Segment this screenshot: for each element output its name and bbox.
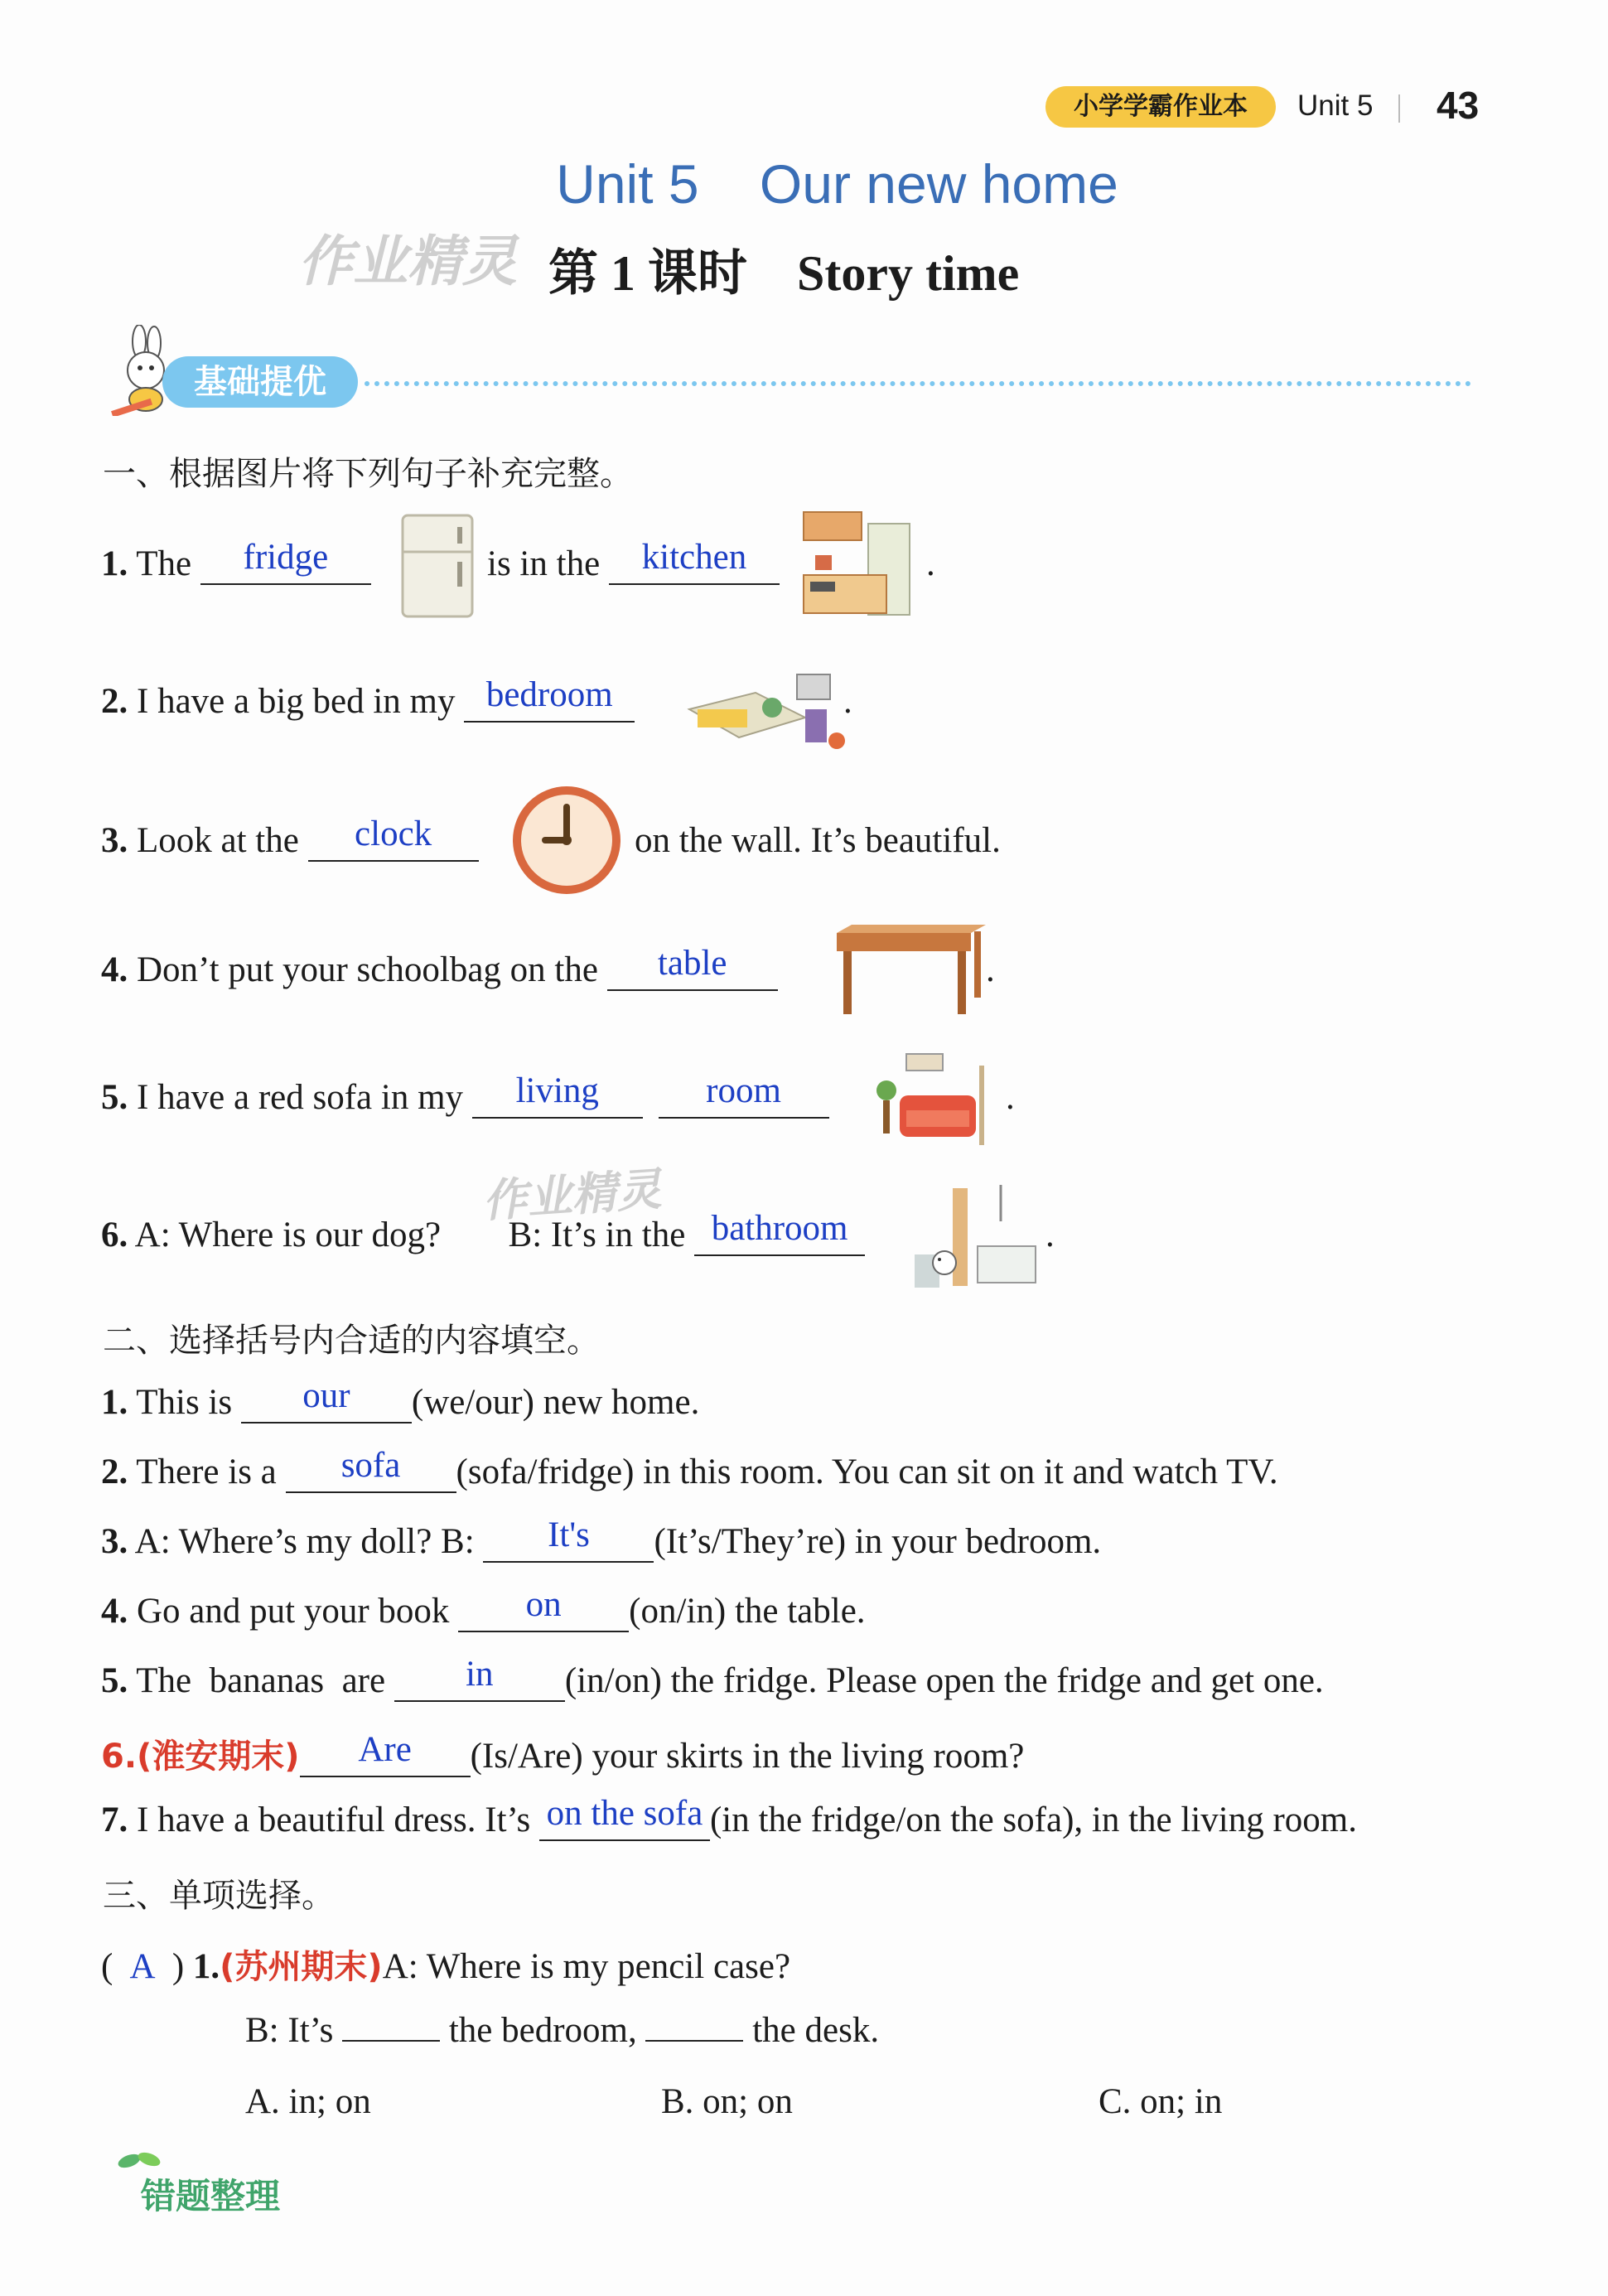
fridge-icon xyxy=(399,512,476,620)
bathroom-icon xyxy=(911,1180,1041,1293)
answer-blank[interactable]: our xyxy=(241,1378,412,1424)
answer-choice[interactable]: A xyxy=(129,1947,156,1986)
answer-blank[interactable]: on the sofa xyxy=(539,1796,710,1841)
part2-item-5: 5. The bananas are in (in/on) the fridge. Please open the fridge and get one. xyxy=(101,1655,1324,1700)
answer-blank[interactable]: bedroom xyxy=(464,677,635,723)
clock-icon xyxy=(512,785,621,895)
part3-heading: 三、单项选择。 xyxy=(103,1877,335,1915)
answer-blank[interactable]: kitchen xyxy=(609,539,780,585)
part3-question-1-line2: B: It’s the bedroom, the desk. xyxy=(245,2011,880,2050)
part1-item-3: 3. Look at the clock xyxy=(101,820,479,868)
answer-blank[interactable]: table xyxy=(607,945,778,991)
answer-blank[interactable]: in xyxy=(394,1656,565,1702)
part3-question-1: ( A ) 1.(苏州期末)A: Where is my pencil case? xyxy=(101,1947,791,1986)
part1-item-6: 6. A: Where is our dog? B: It’s in the bathroom xyxy=(101,1215,865,1263)
section-banner: 基础提优 xyxy=(162,356,358,408)
part1-item-2: 2. I have a big bed in my bedroom xyxy=(101,681,635,729)
option-b[interactable]: B. on; on xyxy=(661,2082,793,2121)
answer-blank[interactable] xyxy=(342,2040,440,2042)
exam-source-tag: (苏州期末) xyxy=(220,1948,383,1986)
answer-blank[interactable]: fridge xyxy=(200,539,371,585)
answer-blank[interactable]: room xyxy=(659,1073,829,1119)
part2-item-3: 3. A: Where’s my doll? B: It's (It’s/They’re) in your bedroom. xyxy=(101,1515,1102,1561)
option-c[interactable]: C. on; in xyxy=(1099,2082,1223,2121)
part2-item-7: 7. I have a beautiful dress. It’s on the sofa (in the fridge/on the sofa), in the living room. xyxy=(101,1794,1357,1839)
living-room-icon xyxy=(873,1046,997,1152)
part2-item-4: 4. Go and put your book on (on/in) the table. xyxy=(101,1585,866,1631)
answer-blank[interactable]: on xyxy=(458,1587,629,1632)
part1-item-4: 4. Don’t put your schoolbag on the table xyxy=(101,950,778,998)
kitchen-icon xyxy=(799,507,915,620)
answer-blank[interactable]: sofa xyxy=(286,1448,456,1493)
answer-blank[interactable]: It's xyxy=(483,1517,654,1563)
dotted-divider xyxy=(365,381,1471,386)
part2-heading: 二、选择括号内合适的内容填空。 xyxy=(103,1322,600,1360)
part1-item-5: 5. I have a red sofa in my living room xyxy=(101,1077,829,1125)
bedroom-icon xyxy=(681,651,847,757)
header-divider xyxy=(1398,94,1400,123)
mistake-notes-label: 错题整理 xyxy=(141,2176,281,2216)
exam-source-tag: (淮安期末) xyxy=(137,1738,300,1776)
answer-blank[interactable]: living xyxy=(472,1073,643,1119)
series-badge: 小学学霸作业本 xyxy=(1045,86,1276,128)
table-icon xyxy=(832,921,989,1017)
watermark: 作业精灵 xyxy=(298,230,517,293)
answer-blank[interactable]: Are xyxy=(300,1732,471,1777)
part2-item-2: 2. There is a sofa (sofa/fridge) in this room. You can sit on it and watch TV. xyxy=(101,1446,1278,1491)
answer-blank[interactable]: bathroom xyxy=(694,1211,865,1256)
answer-blank[interactable]: clock xyxy=(308,816,479,862)
page-number: 43 xyxy=(1437,84,1480,127)
part1-heading: 一、根据图片将下列句子补充完整。 xyxy=(103,455,633,493)
lesson-title: 第 1 课时 Story time xyxy=(548,246,1020,301)
watermark: 作业精灵 xyxy=(480,1163,664,1228)
unit-title: Unit 5 Our new home xyxy=(556,153,1118,215)
part2-item-1: 1. This is our (we/our) new home. xyxy=(101,1376,700,1422)
option-a[interactable]: A. in; on xyxy=(245,2082,371,2121)
part1-item-1: 1. The fridge xyxy=(101,544,371,592)
answer-blank[interactable] xyxy=(645,2040,743,2042)
header-unit: Unit 5 xyxy=(1297,89,1374,122)
part2-item-6: 6.(淮安期末) Are (Is/Are) your skirts in the living room? xyxy=(101,1730,1025,1776)
